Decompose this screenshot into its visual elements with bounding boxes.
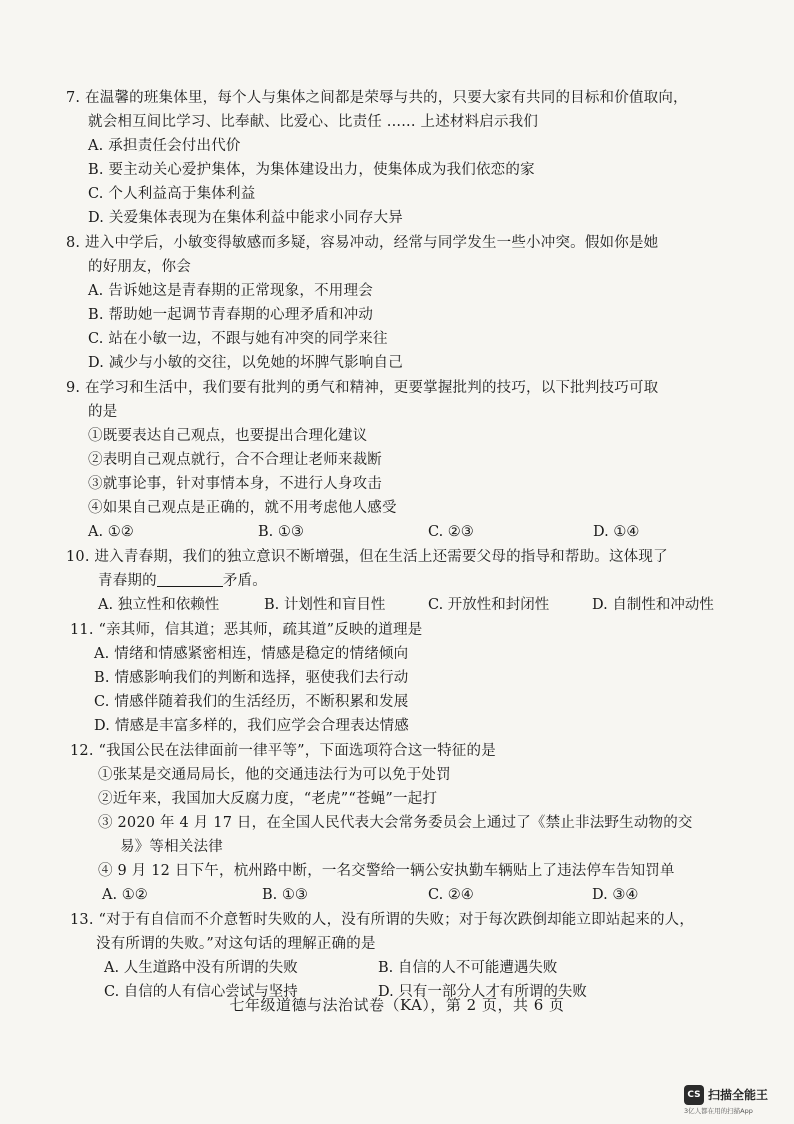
q9-item-1: ①既要表达自己观点，也要提出合理化建议: [88, 428, 368, 444]
q9-item-2: ②表明自己观点就行，合不合理让老师来裁断: [88, 452, 382, 468]
q13-stem-line-2: 没有所谓的失败。”对这句话的理解正确的是: [96, 936, 376, 952]
q10-stem-prefix: 青春期的: [98, 573, 157, 589]
q7-option-a: A. 承担责任会付出代价: [88, 138, 241, 154]
page-footer: 七年级道德与法治试卷（KA），第 2 页，共 6 页: [229, 996, 565, 1014]
q9-option-a: A. ①②: [88, 524, 134, 540]
camscanner-logo-icon: CS: [684, 1085, 704, 1105]
q13-stem-line-1: 13. “对于有自信而不介意暂时失败的人，没有所谓的失败；对于每次跌倒却能立即站起来的人，: [70, 912, 695, 928]
q8-option-b: B. 帮助她一起调节青春期的心理矛盾和冲动: [88, 307, 374, 323]
q10-stem-line-1: 10. 进入青春期，我们的独立意识不断增强，但在生活上还需要父母的指导和帮助。这体现了: [66, 549, 668, 565]
q11-option-a: A. 情绪和情感紧密相连，情感是稳定的情绪倾向: [94, 646, 409, 662]
q10-stem-line-2: [98, 571, 267, 591]
q12-item-1: ①张某是交通局局长，他的交通违法行为可以免于处罚: [98, 767, 451, 783]
q12-item-4: ④ 9 月 12 日下午，杭州路中断，一名交警给一辆公安执勤车辆贴上了违法停车告知罚单: [98, 863, 675, 879]
answer-blank: [157, 572, 223, 587]
q9-option-b: B. ①③: [258, 524, 304, 540]
q8-option-c: C. 站在小敏一边，不跟与她有冲突的同学来往: [88, 331, 388, 347]
q9-option-c: C. ②③: [428, 524, 474, 540]
q12-option-b: B. ①③: [262, 887, 308, 903]
q11-option-c: C. 情感伴随着我们的生活经历，不断积累和发展: [94, 694, 409, 710]
q11-option-d: D. 情感是丰富多样的，我们应学会合理表达情感: [94, 718, 409, 734]
q10-option-a: A. 独立性和依赖性: [98, 597, 220, 613]
q7-option-c: C. 个人利益高于集体利益: [88, 186, 256, 202]
q7-stem-line-1: 7. 在温馨的班集体里，每个人与集体之间都是荣辱与共的，只要大家有共同的目标和价值取向，: [66, 90, 688, 106]
q13-option-c: C. 自信的人有信心尝试与坚持: [104, 984, 298, 1000]
q10-option-b: B. 计划性和盲目性: [264, 597, 386, 613]
q7-stem-line-2: 就会相互间比学习、比奉献、比爱心、比责任 ...... 上述材料启示我们: [88, 114, 539, 130]
q7-option-d: D. 关爱集体表现为在集体利益中能求小同存大异: [88, 210, 403, 226]
q9-item-3: ③就事论事，针对事情本身，不进行人身攻击: [88, 476, 382, 492]
q13-option-d: D. 只有一部分人才有所谓的失败: [378, 984, 587, 1000]
watermark-app-name: 扫描全能王: [708, 1088, 769, 1102]
q9-option-d: D. ①④: [593, 524, 640, 540]
q11-stem: 11. “亲其师，信其道；恶其师，疏其道”反映的道理是: [70, 622, 423, 638]
q12-item-2: ②近年来，我国加大反腐力度，“老虎”“苍蝇”一起打: [98, 791, 438, 807]
q9-stem-line-2: 的是: [88, 404, 118, 420]
q9-stem-line-1: 9. 在学习和生活中，我们要有批判的勇气和精神，更要掌握批判的技巧，以下批判技巧可取: [66, 380, 659, 396]
q12-item-3-line-2: 易》等相关法律: [120, 839, 223, 855]
q12-option-a: A. ①②: [102, 887, 148, 903]
q12-option-c: C. ②④: [428, 887, 474, 903]
q9-item-4: ④如果自己观点是正确的，就不用考虑他人感受: [88, 500, 397, 516]
q11-option-b: B. 情感影响我们的判断和选择，驱使我们去行动: [94, 670, 409, 686]
q8-option-d: D. 减少与小敏的交往，以免她的坏脾气影响自己: [88, 355, 403, 371]
q8-stem-line-2: 的好朋友，你会: [88, 259, 191, 275]
q12-item-3-line-1: ③ 2020 年 4 月 17 日，在全国人民代表大会常务委员会上通过了《禁止非法野生动物的交: [98, 815, 693, 831]
q12-option-d: D. ③④: [592, 887, 639, 903]
q13-option-a: A. 人生道路中没有所谓的失败: [104, 960, 298, 976]
q10-option-d: D. 自制性和冲动性: [592, 597, 714, 613]
scanner-watermark: [684, 1085, 788, 1119]
q7-option-b: B. 要主动关心爱护集体，为集体建设出力，使集体成为我们依恋的家: [88, 162, 535, 178]
q8-option-a: A. 告诉她这是青春期的正常现象，不用理会: [88, 283, 373, 299]
q12-stem: 12. “我国公民在法律面前一律平等”，下面选项符合这一特征的是: [70, 743, 496, 759]
watermark-tagline: 3亿人都在用的扫描App: [684, 1107, 753, 1115]
q10-stem-suffix: 矛盾。: [222, 573, 267, 589]
q10-option-c: C. 开放性和封闭性: [428, 597, 550, 613]
q8-stem-line-1: 8. 进入中学后，小敏变得敏感而多疑，容易冲动，经常与同学发生一些小冲突。假如你是她: [66, 235, 659, 251]
q13-option-b: B. 自信的人不可能遭遇失败: [378, 960, 558, 976]
